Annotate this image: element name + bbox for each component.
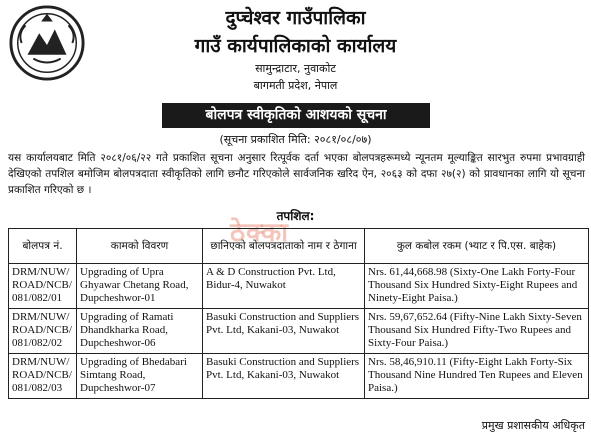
municipality-name: दुप्चेश्वर गाउँपालिका bbox=[225, 7, 366, 29]
letterhead bbox=[0, 0, 591, 100]
cell-bid-no: DRM/NUW/ ROAD/NCB/ 081/082/01 bbox=[9, 264, 77, 309]
office-name: गाउँ कार्यपालिकाको कार्यालय bbox=[194, 35, 397, 57]
cell-amount: Nrs. 61,44,668.98 (Sixty-One Lakh Forty-Four Thousand Six Hundred Sixty-Eight Rupees and Ninety-Eight Paisa.) bbox=[365, 264, 589, 309]
bid-table bbox=[8, 228, 589, 399]
table-header-row bbox=[9, 229, 589, 264]
table-row bbox=[9, 354, 589, 399]
header-bid-no: बोलपत्र नं. bbox=[9, 229, 77, 264]
table-row bbox=[9, 309, 589, 354]
address-line1: सामुन्द्राटार, नुवाकोट bbox=[255, 62, 336, 75]
cell-bidder: Basuki Construction and Suppliers Pvt. Ltd, Kakani-03, Nuwakot bbox=[203, 354, 365, 399]
cell-bidder: Basuki Construction and Suppliers Pvt. Ltd, Kakani-03, Nuwakot bbox=[203, 309, 365, 354]
cell-amount: Nrs. 58,46,910.11 (Fifty-Eight Lakh Forty-Six Thousand Nine Hundred Ten Rupees and Eleven Paisa.) bbox=[365, 354, 589, 399]
notice-title: बोलपत्र स्वीकृतिको आशयको सूचना bbox=[162, 103, 430, 128]
signatory: प्रमुख प्रशासकीय अधिकृत bbox=[481, 419, 585, 432]
cell-bidder: A & D Construction Pvt. Ltd, Bidur-4, Nuwakot bbox=[203, 264, 365, 309]
table-row bbox=[9, 264, 589, 309]
published-date: (सूचना प्रकाशित मिति: २०८१/०८/०७) bbox=[219, 133, 372, 146]
cell-work: Upgrading of Ramati Dhandkharka Road, Dupcheshwor-06 bbox=[77, 309, 203, 354]
notice-body: यस कार्यालयबाट मिति २०८१/०६/२२ गते प्रकाशित सूचना अनुसार रित्पूर्वक दर्ता भएका बोलपत्रहरूमध्ये न्यूनतम मूल्याङ्कित सारभुत रुपमा प्रभावग्राही देखिएको तपशिल बमोजिम बोलपत्रदाता स्वीकृतिको लागि छनौट गरिएकोले सार्वजनिक खरिद ऐन, २०६३ को दफा २७(२) को प्रावधानका लागि यो सूचना प्रकाशित गरिएको छ । bbox=[8, 152, 585, 196]
header-work: कामको विवरण bbox=[77, 229, 203, 264]
header-amount: कुल कबोल रकम (भ्याट र पि.एस. बाहेक) bbox=[365, 229, 589, 264]
cell-amount: Nrs. 59,67,652.64 (Fifty-Nine Lakh Sixty-Seven Thousand Six Hundred Fifty-Two Rupees and Sixty-Four Paisa.) bbox=[365, 309, 589, 354]
watermark-text: ठेक्का bbox=[230, 218, 289, 248]
cell-work: Upgrading of Bhedabari Simtang Road, Dupcheshwor-07 bbox=[77, 354, 203, 399]
header-bidder: छानिएको बोलपत्रदाताको नाम र ठेगाना bbox=[203, 229, 365, 264]
cell-work: Upgrading of Upra Ghyawar Chetang Road, Dupcheshwor-01 bbox=[77, 264, 203, 309]
cell-bid-no: DRM/NUW/ ROAD/NCB/ 081/082/02 bbox=[9, 309, 77, 354]
cell-bid-no: DRM/NUW/ ROAD/NCB/ 081/082/03 bbox=[9, 354, 77, 399]
details-heading: तपशिल: bbox=[276, 209, 315, 223]
address-line2: बागमती प्रदेश, नेपाल bbox=[253, 79, 338, 92]
